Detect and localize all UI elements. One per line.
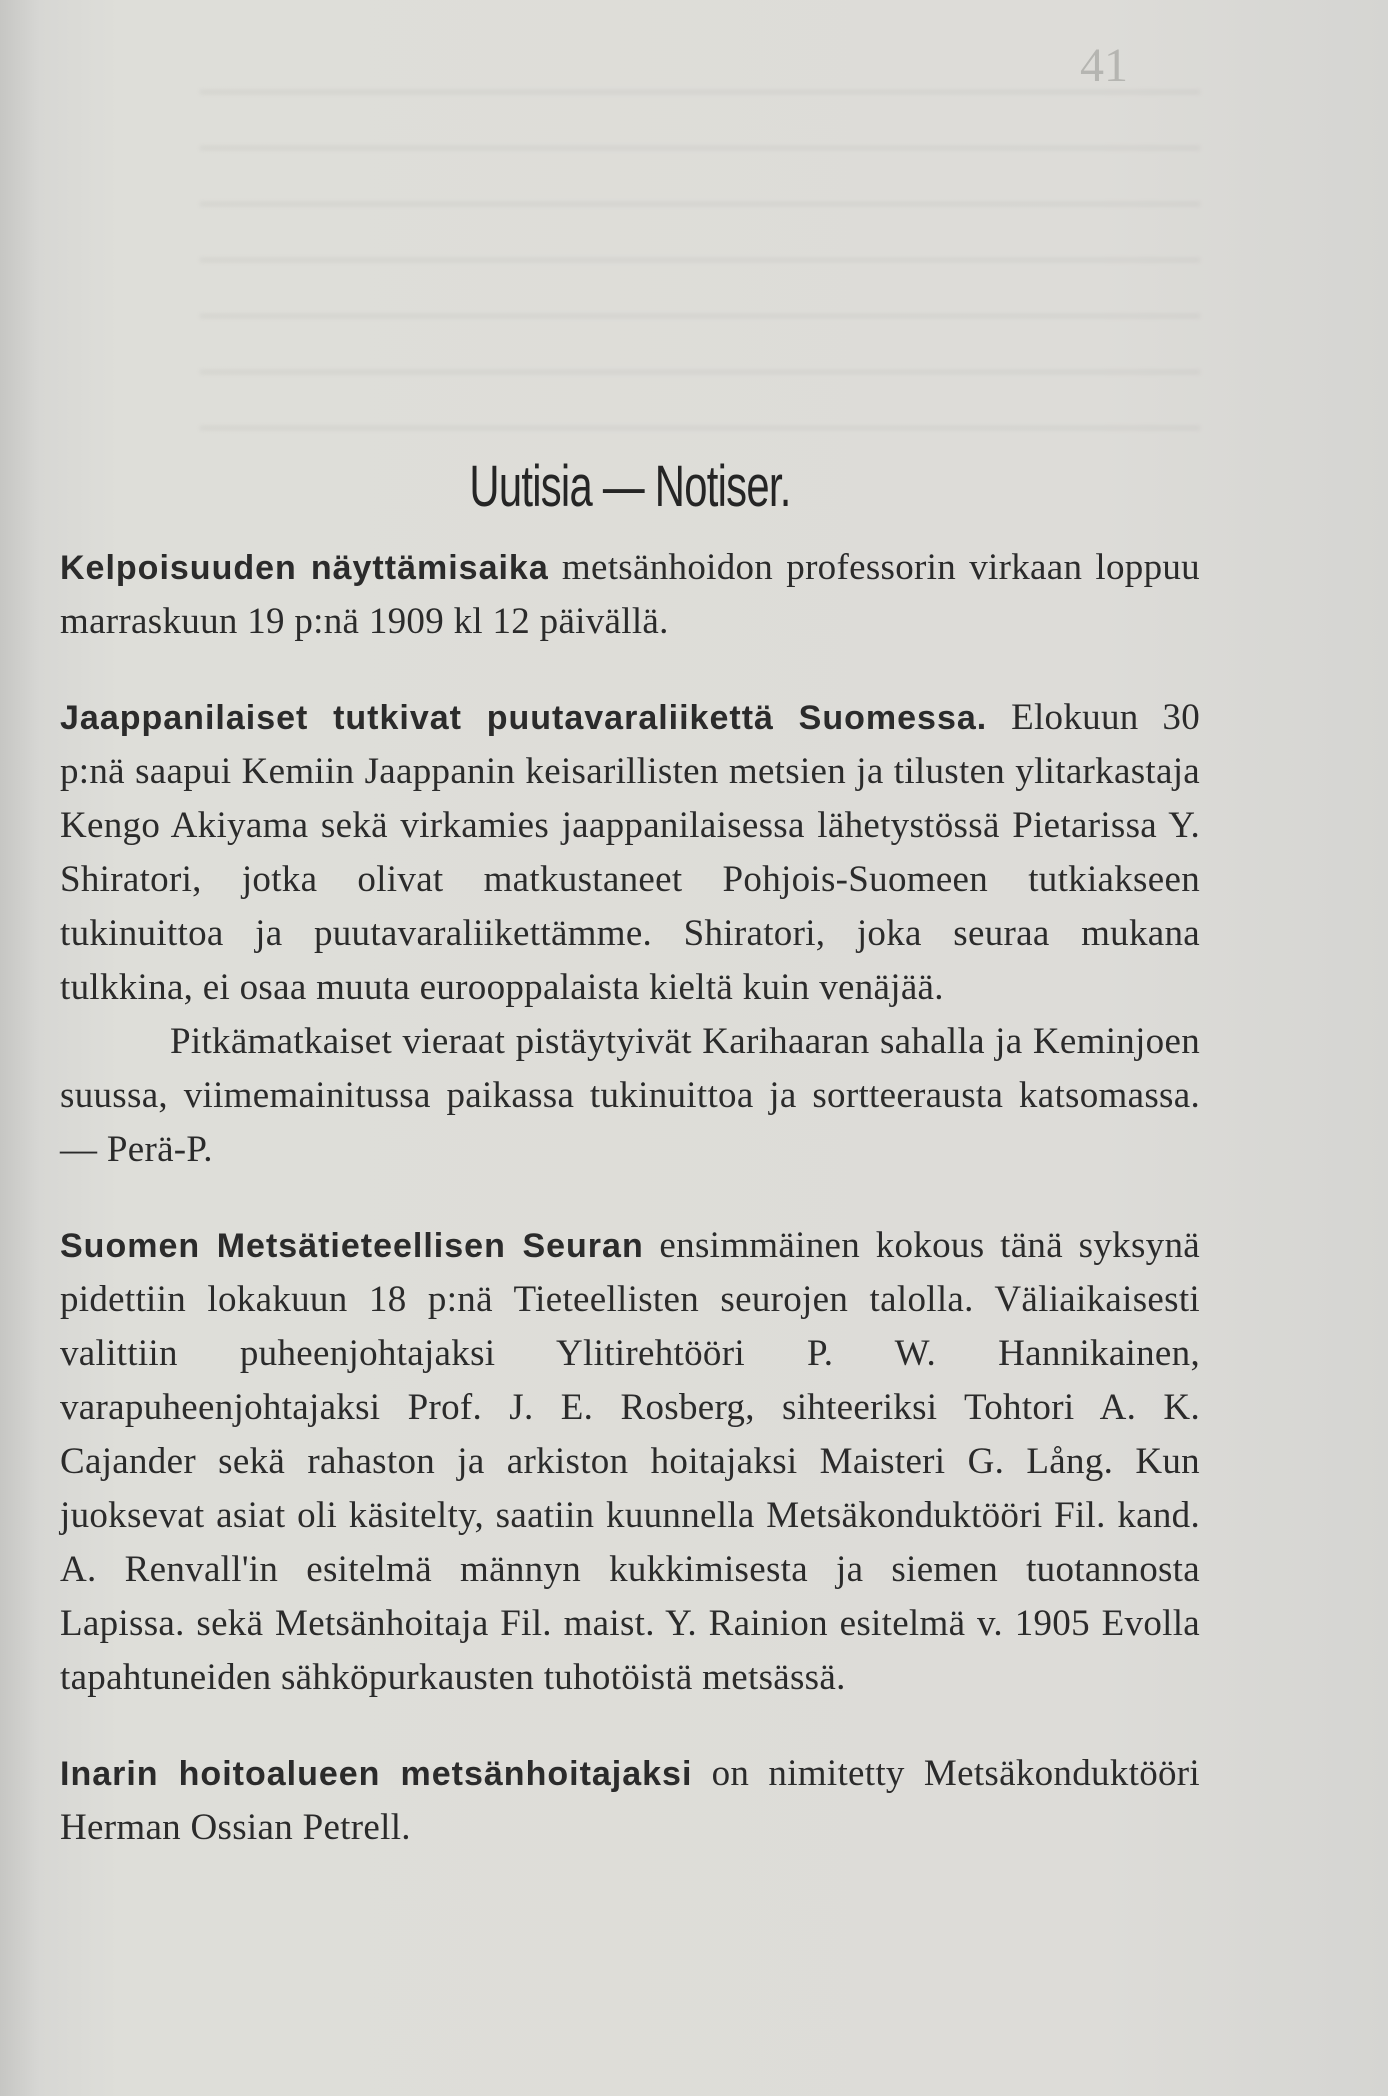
notice-professorship <box>60 541 1200 649</box>
notice-lead: Suomen Metsätieteellisen Seuran <box>60 1226 644 1265</box>
notice-body: Elokuun 30 p:nä saapui Kemiin Jaappanin keisarillisten metsien ja tilusten ylitarkastaja Kengo Akiyama sekä virkamies jaappanilaisessa lähetystössä Pietarissa Y. Shiratori, jotka olivat matkustaneet Pohjois-Suomeen tutkiakseen tukinuittoa ja puutavaraliikettämme. Shiratori, joka seuraa mukana tulkkina, ei osaa muuta eurooppalaista kieltä kuin venäjää. <box>60 696 1200 1008</box>
page-content <box>60 455 1200 1897</box>
notice-lead: Jaappanilaiset tutkivat puutavaraliikettä Suomessa. <box>60 698 988 737</box>
notice-lead: Kelpoisuuden näyttämisaika <box>60 548 549 587</box>
page-title: Uutisia — Notiser. <box>469 454 791 519</box>
notice-body: metsänhoidon professorin virkaan loppuu marraskuun 19 p:nä 1909 kl 12 päivällä. <box>60 546 1200 642</box>
page-number: 41 <box>1080 39 1128 92</box>
notice-body-continued: Pitkämatkaiset vieraat pistäytyivät Karihaaran sahalla ja Keminjoen suussa, viimemainitussa paikassa tukinuittoa ja sortteerausta katsomassa. — Perä-P. <box>60 1020 1200 1170</box>
notice-body: ensimmäinen kokous tänä syksynä pidettiin lokakuun 18 p:nä Tieteellisten seurojen talolla. Väliaikaisesti valittiin puheenjohtajaksi Ylitirehtööri P. W. Hannikainen, varapuheenjohtajaksi Prof. J. E. Rosberg, sihteeriksi Tohtori A. K. Cajander sekä rahaston ja arkiston hoitajaksi Maisteri G. Lång. Kun juoksevat asiat oli käsitelty, saatiin kuunnella Metsäkonduktööri Fil. kand. A. Renvall'in esitelmä männyn kukkimisesta ja siemen tuotannosta Lapissa. sekä Metsänhoitaja Fil. maist. Y. Rainion esitelmä v. 1905 Evolla tapahtuneiden sähköpurkausten tuhotöistä metsässä. <box>60 1224 1200 1698</box>
notice-japanese-visit <box>60 691 1200 1177</box>
notice-lead: Inarin hoitoalueen metsänhoitajaksi <box>60 1754 693 1793</box>
notice-society-meeting <box>60 1219 1200 1705</box>
show-through-text <box>200 60 1200 460</box>
notice-inari-appointment <box>60 1747 1200 1855</box>
notice-body: on nimitetty Metsäkonduktööri Herman Ossian Petrell. <box>60 1752 1200 1848</box>
